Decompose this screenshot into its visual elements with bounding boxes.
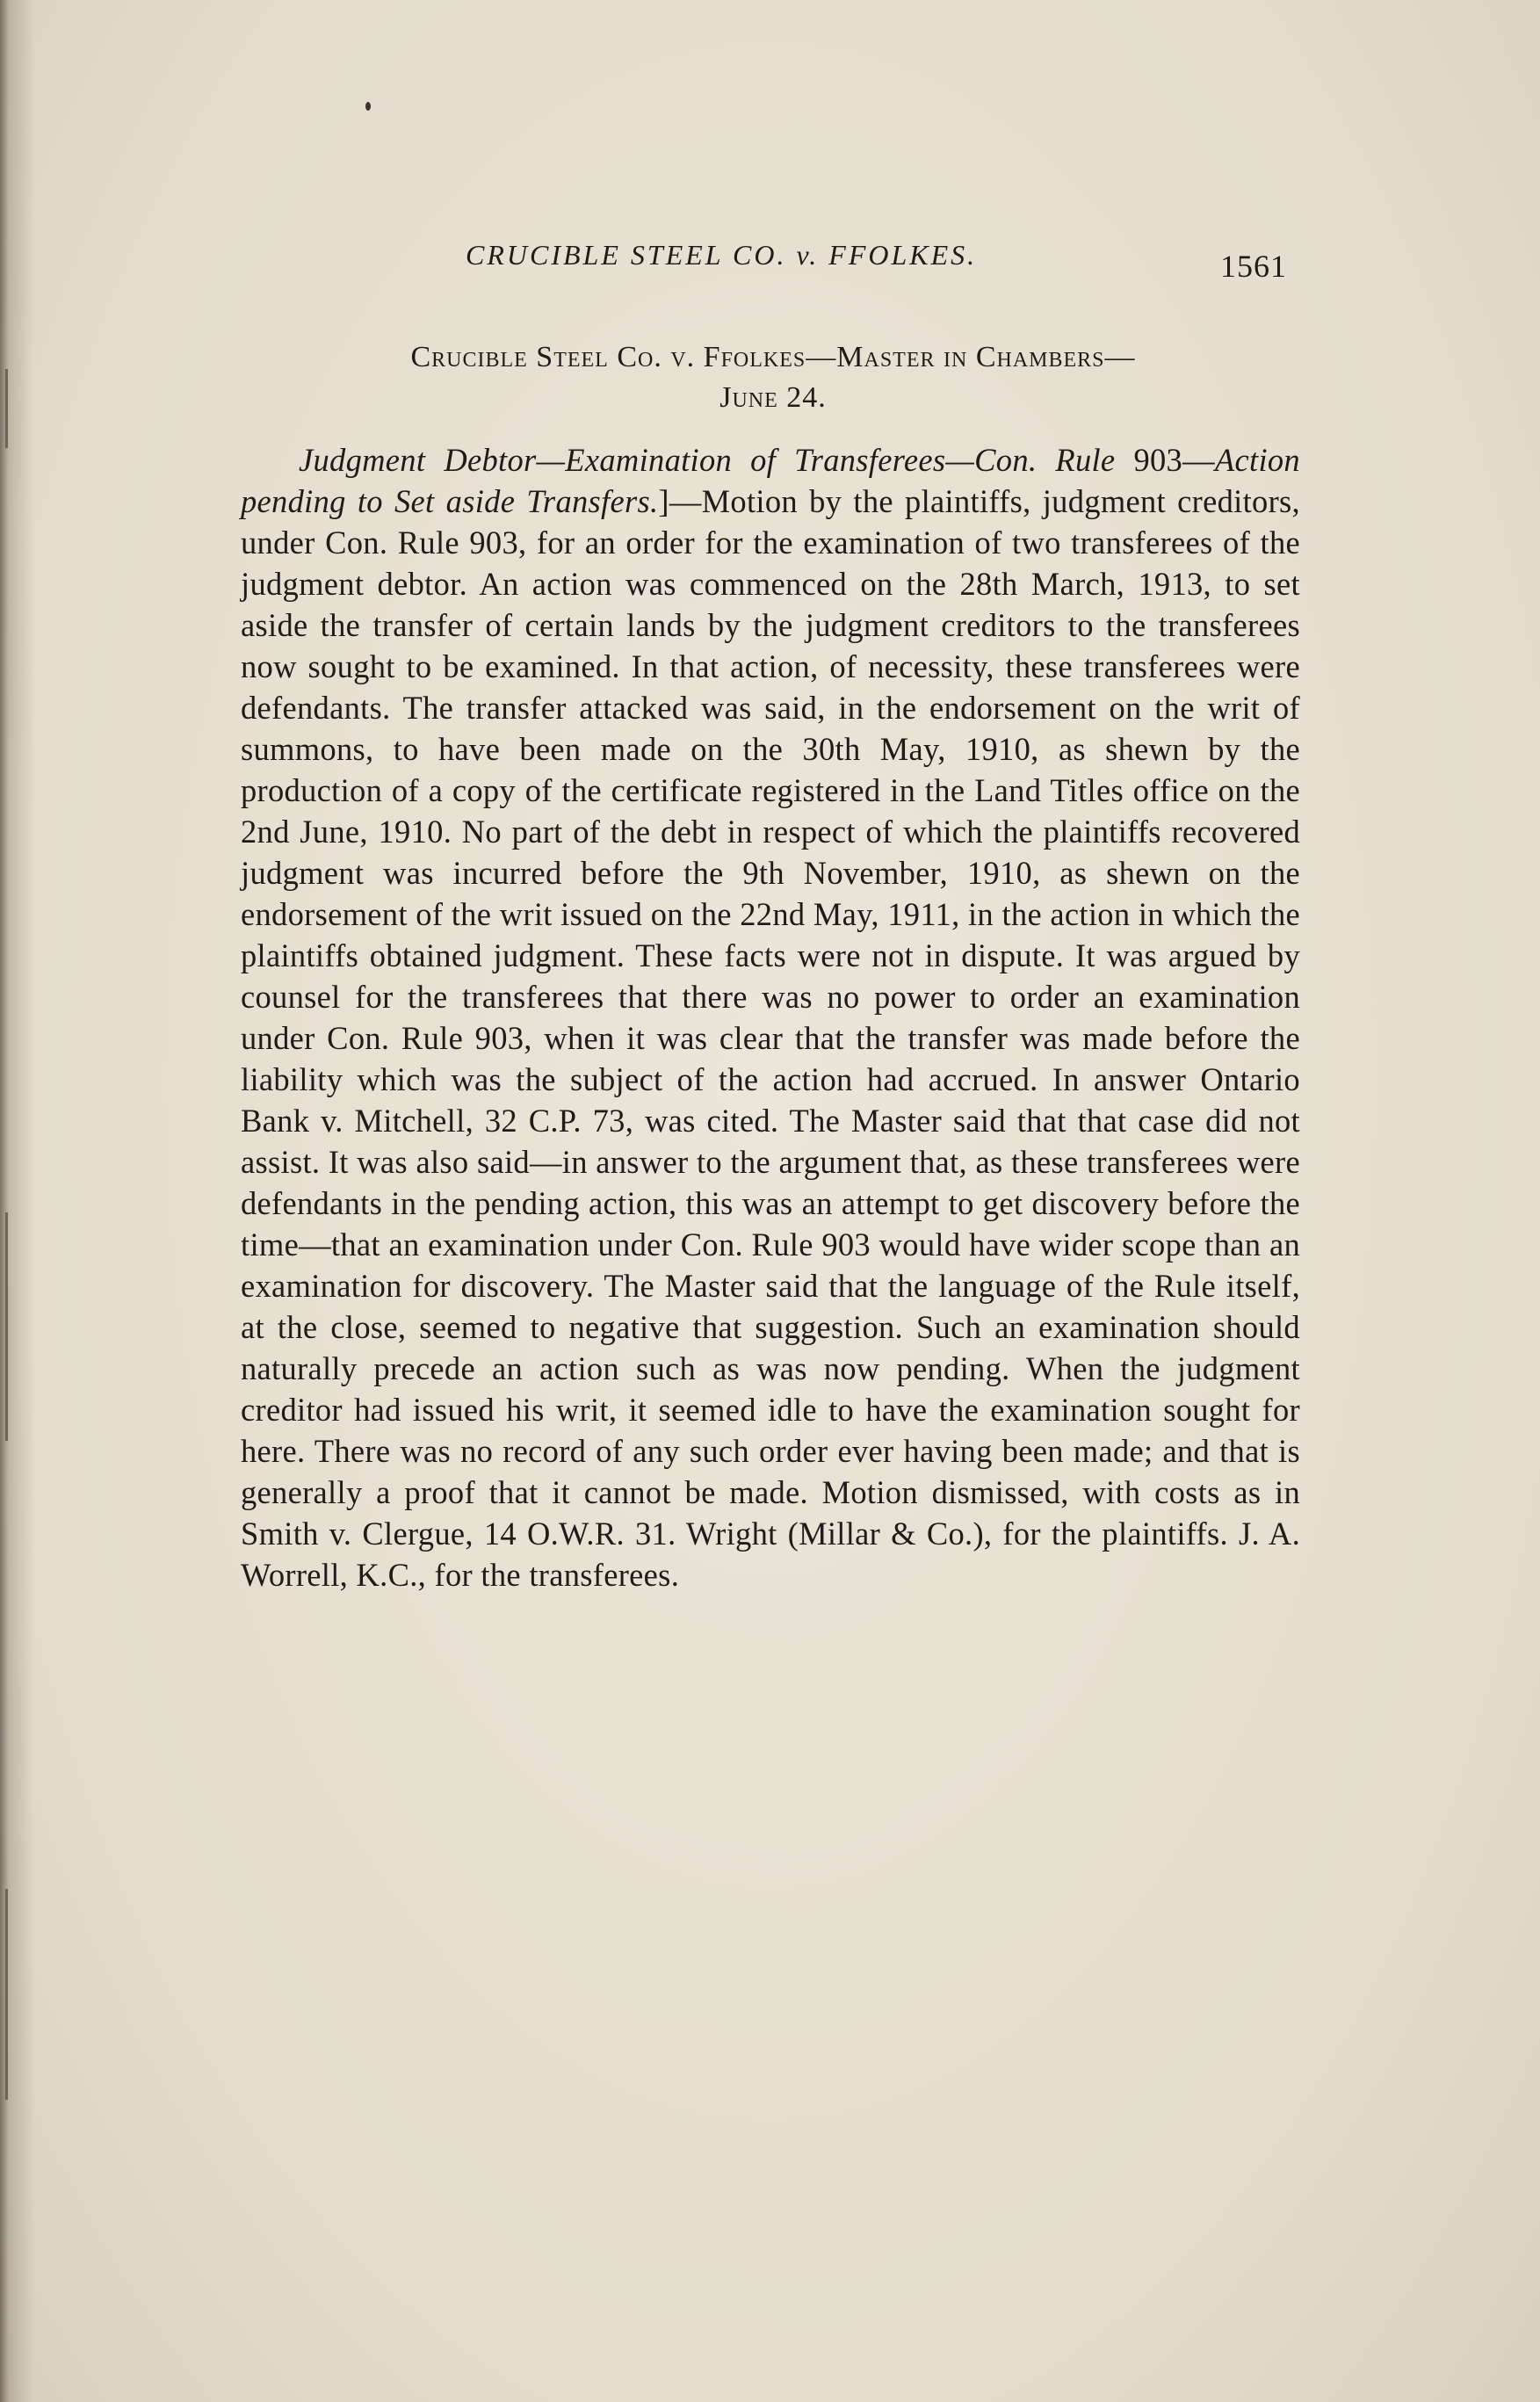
binding-edge-mark xyxy=(5,369,8,448)
case-heading-line-2: June 24. xyxy=(719,381,827,414)
binding-edge-mark xyxy=(5,1889,8,2100)
case-report-paragraph xyxy=(241,439,1300,1595)
page-number: 1561 xyxy=(1220,249,1287,284)
running-head: CRUCIBLE STEEL CO. v. FFOLKES. xyxy=(466,239,978,271)
headnote-rule-number: 903— xyxy=(1133,442,1215,478)
case-heading-line-1: Crucible Steel Co. v. Ffolkes—Master in Chambers— xyxy=(410,341,1136,373)
case-heading xyxy=(246,337,1300,418)
binding-edge-mark xyxy=(5,1212,8,1441)
report-body: ]—Motion by the plaintiffs, judgment creditors, under Con. Rule 903, for an order for the examination of two transferees of the judgment debtor. An action was commenced on the 28th March, 1913, to set aside the transfer of certain lands by the judgment creditors to the transferees now sought to be examined. In that action, of necessity, these transferees were defendants. The transfer attacked was said, in the endorsement on the writ of summons, to have been made on the 30th May, 1910, as shewn by the production of a copy of the certificate registered in the Land Titles office on the 2nd June, 1910. No part of the debt in respect of which the plaintiffs recovered judgment was incurred before the 9th November, 1910, as shewn on the endorsement of the writ issued on the 22nd May, 1911, in the action in which the plaintiffs obtained judgment. These facts were not in dispute. It was argued by counsel for the transferees that there was no power to order an examination under Con. Rule 903, when it was clear that the transfer was made before the liability which was the subject of the action had accrued. In answer Ontario Bank v. Mitchell, 32 C.P. 73, was cited. The Master said that that case did not assist. It was also said—in answer to the argument that, as these transferees were defendants in the pending action, this was an attempt to get discovery before the time—that an examination under Con. Rule 903 would have wider scope than an examination for discovery. The Master said that the language of the Rule itself, at the close, seemed to negative that suggestion. Such an examination should naturally precede an action such as was now pending. When the judgment creditor had issued his writ, it seemed idle to have the examination sought for here. There was no record of any such order ever having been made; and that is generally a proof that it cannot be made. Motion dismissed, with costs as in Smith v. Clergue, 14 O.W.R. 31. Wright (Millar & Co.), for the plaintiffs. J. A. Worrell, K.C., for the transferees. xyxy=(241,483,1300,1593)
ink-speck xyxy=(365,102,371,111)
headnote-catchwords-1: Judgment Debtor—Examination of Transferees—Con. Rule xyxy=(299,442,1116,478)
headnote-catchwords-2: Action pending to Set aside Transfers. xyxy=(241,442,1300,519)
